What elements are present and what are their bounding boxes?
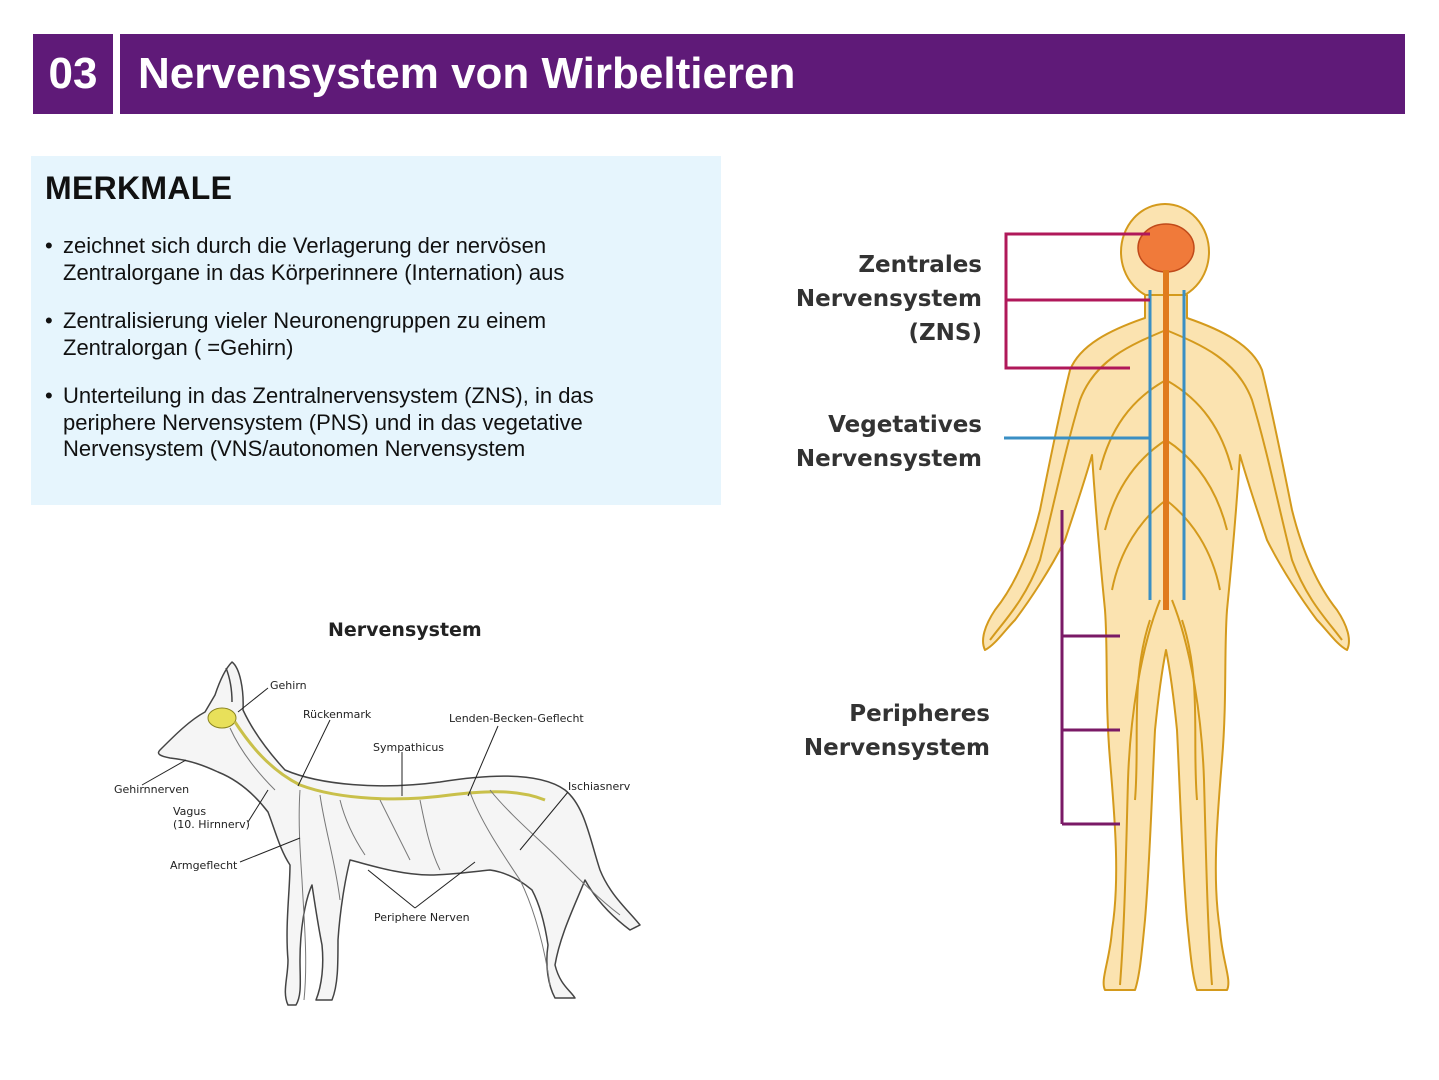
pns-label-line1: Peripheres — [849, 701, 990, 727]
label-sympathicus: Sympathicus — [373, 741, 445, 754]
merkmal-line: periphere Nervensystem (PNS) und in das vegetative — [63, 409, 583, 435]
label-lenden-becken-geflecht: Lenden-Becken-Geflecht — [449, 712, 584, 725]
human-brain — [1138, 224, 1194, 272]
merkmal-line: Zentralisierung vieler Neuronengruppen zu einem — [63, 308, 547, 333]
label-vagus: Vagus — [173, 805, 207, 818]
pns-label-line2: Nervensystem — [803, 735, 990, 761]
merkmal-line: Zentralorgane in das Körperinnere (Internation) aus — [63, 259, 565, 285]
section-number: 03 — [33, 34, 113, 114]
zns-label-line2: Nervensystem — [795, 286, 982, 312]
label-gehirnnerven: Gehirnnerven — [114, 783, 190, 796]
label-periphere-nerven: Periphere Nerven — [374, 911, 470, 924]
merkmal-line: Nervensystem (VNS/autonomen Nervensystem — [63, 436, 526, 461]
dog-figure-title: Nervensystem — [328, 619, 482, 641]
label-rueckenmark: Rückenmark — [303, 708, 372, 721]
zns-label-line1: Zentrales — [858, 252, 982, 278]
merkmal-line: zeichnet sich durch die Verlagerung der nervösen — [63, 233, 547, 258]
vns-label-line2: Nervensystem — [795, 446, 982, 472]
label-armgeflecht: Armgeflecht — [170, 859, 238, 872]
page-title: Nervensystem von Wirbeltieren — [120, 34, 1405, 114]
merkmale-heading: MERKMALE — [45, 170, 233, 206]
zns-label-line3: (ZNS) — [908, 320, 982, 346]
vns-label-line1: Vegetatives — [828, 412, 982, 438]
merkmal-line: Unterteilung in das Zentralnervensystem (ZNS), in das — [63, 383, 594, 408]
label-vagus-sub: (10. Hirnnerv) — [173, 818, 250, 831]
label-gehirn: Gehirn — [270, 679, 307, 692]
merkmal-line: Zentralorgan ( =Gehirn) — [63, 334, 294, 360]
label-ischiasnerv: Ischiasnerv — [568, 780, 631, 793]
